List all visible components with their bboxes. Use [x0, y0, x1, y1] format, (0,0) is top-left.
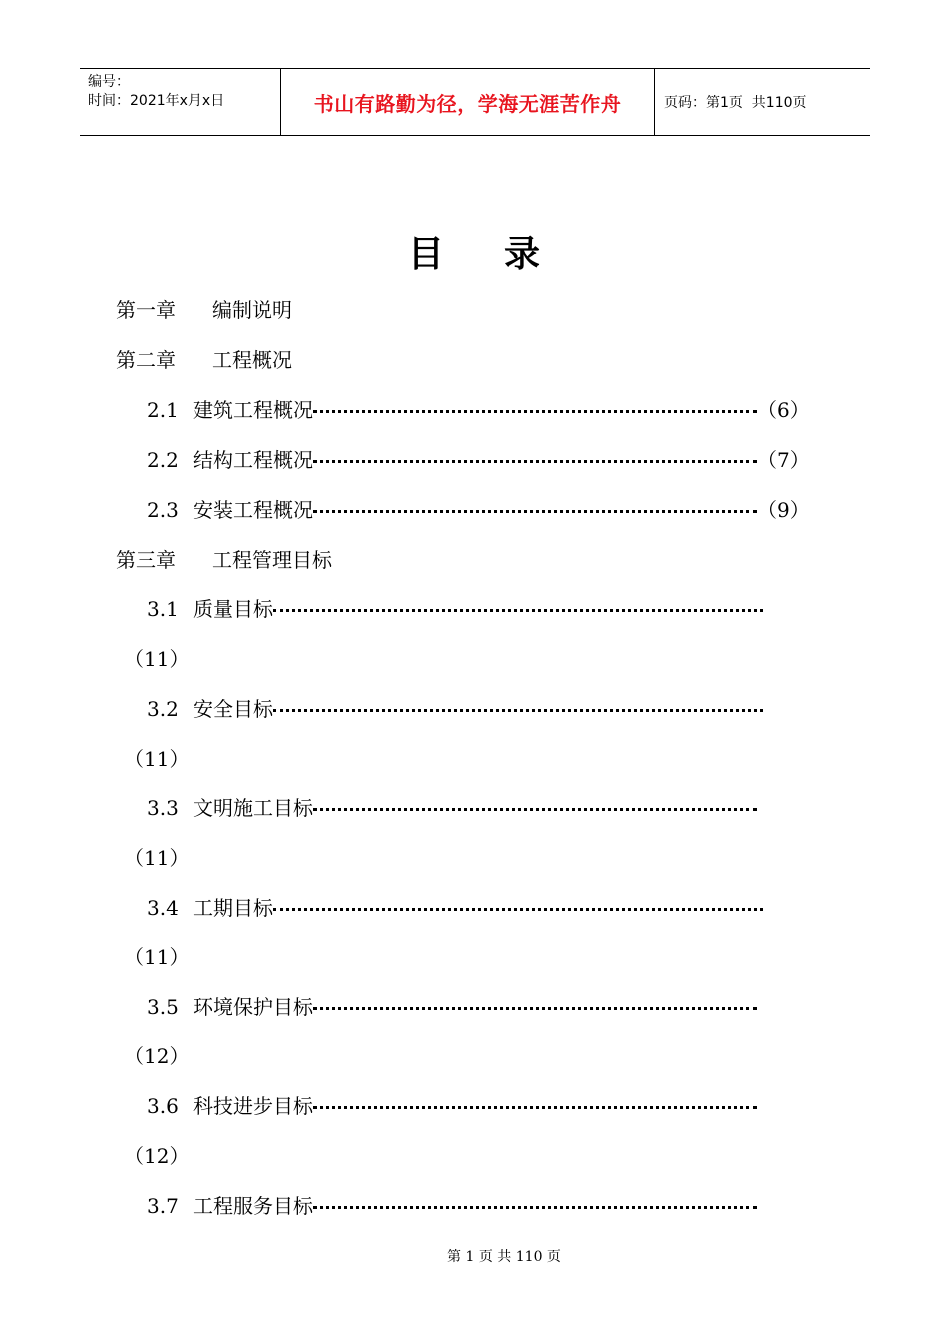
- chapter-title: 工程管理目标: [212, 548, 332, 572]
- toc-section-3-6: [147, 1091, 757, 1121]
- section-number: 2.3: [147, 498, 179, 522]
- toc-page-3-2: （11）: [124, 747, 190, 771]
- time-label: 时间：2021年x月x日: [88, 93, 225, 109]
- section-title: 工期目标: [193, 896, 273, 920]
- dot-leader: [313, 1106, 757, 1109]
- section-number: 3.7: [147, 1194, 179, 1218]
- toc-section-3-4: [147, 893, 763, 923]
- section-number: 3.3: [147, 796, 179, 820]
- section-title: 结构工程概况: [193, 448, 313, 472]
- chapter-title: 编制说明: [212, 298, 292, 322]
- chapter-number: 第一章: [116, 298, 176, 322]
- chapter-title: 工程概况: [212, 348, 292, 372]
- toc-chapter-1: [116, 295, 292, 325]
- toc-page-3-3: （11）: [124, 846, 190, 870]
- toc-section-3-7: [147, 1191, 757, 1221]
- section-title: 安装工程概况: [193, 498, 313, 522]
- section-page: （6）: [757, 398, 810, 422]
- toc-page-3-4: （11）: [124, 945, 190, 969]
- dot-leader: [273, 609, 763, 612]
- toc-section-2-2: [147, 445, 810, 475]
- toc-page-3-1: （11）: [124, 647, 190, 671]
- section-number: 3.1: [147, 597, 179, 621]
- section-number: 3.4: [147, 896, 179, 920]
- dot-leader: [273, 709, 763, 712]
- section-page: （9）: [757, 498, 810, 522]
- section-number: 3.5: [147, 995, 179, 1019]
- page-title: 目 录: [407, 234, 543, 275]
- header-page-info: 页码：第1页 共110页: [664, 95, 807, 111]
- dot-leader: [313, 510, 757, 513]
- toc-section-3-2: [147, 694, 763, 724]
- chapter-number: 第三章: [116, 548, 176, 572]
- toc-page-3-6: （12）: [124, 1144, 190, 1168]
- toc-section-3-5: [147, 992, 757, 1022]
- section-page: （7）: [757, 448, 810, 472]
- dot-leader: [313, 460, 757, 463]
- dot-leader: [313, 410, 757, 413]
- section-title: 环境保护目标: [193, 995, 313, 1019]
- toc-section-3-1: [147, 594, 763, 624]
- section-title: 建筑工程概况: [193, 398, 313, 422]
- section-number: 2.2: [147, 448, 179, 472]
- toc-section-3-3: [147, 793, 757, 823]
- page-footer: 第 1 页 共 110 页: [447, 1249, 561, 1265]
- section-title: 安全目标: [193, 697, 273, 721]
- section-number: 3.2: [147, 697, 179, 721]
- section-number: 3.6: [147, 1094, 179, 1118]
- dot-leader: [273, 908, 763, 911]
- document-header: [80, 68, 870, 136]
- dot-leader: [313, 1206, 757, 1209]
- toc-chapter-2: [116, 345, 292, 375]
- dot-leader: [313, 1007, 757, 1010]
- toc-page-3-5: （12）: [124, 1044, 190, 1068]
- section-title: 质量目标: [193, 597, 273, 621]
- section-title: 科技进步目标: [193, 1094, 313, 1118]
- section-title: 文明施工目标: [193, 796, 313, 820]
- chapter-number: 第二章: [116, 348, 176, 372]
- header-left-cell: [80, 69, 281, 135]
- number-label: 编号：: [88, 74, 130, 90]
- header-motto: 书山有路勤为径，学海无涯苦作舟: [281, 69, 655, 135]
- toc-section-2-1: [147, 395, 810, 425]
- section-title: 工程服务目标: [193, 1194, 313, 1218]
- section-number: 2.1: [147, 398, 179, 422]
- toc-section-2-3: [147, 495, 810, 525]
- dot-leader: [313, 808, 757, 811]
- toc-chapter-3: [116, 545, 332, 575]
